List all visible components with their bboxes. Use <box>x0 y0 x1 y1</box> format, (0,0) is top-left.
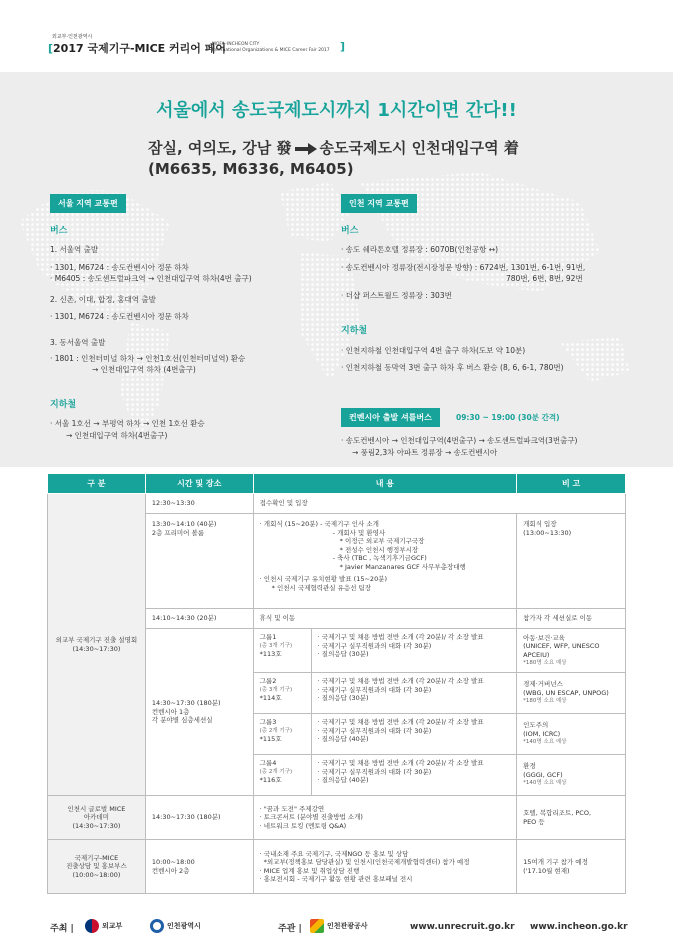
incheon-bus-line3: 780번, 6번, 8번, 92번 <box>506 274 583 283</box>
shuttle-line2: → 풍림2,3차 아파트 정류장 → 송도컨벤시아 <box>352 448 498 457</box>
table-row <box>48 840 626 894</box>
header <box>0 0 673 72</box>
taegeuk-icon <box>85 919 99 933</box>
table-header-row <box>48 474 626 494</box>
program-table <box>47 473 626 894</box>
incheon-bus-line4: · 더샵 퍼스트월드 정류장 : 303번 <box>341 291 452 300</box>
incheon-bus-line1: · 송도 쉐라톤호텔 정류장 : 6070B(인천공항 ↔) <box>341 245 499 254</box>
group-cell: 그룹2 (총 3개 기구) *114호 · 국제기구 및 채용 방법 전반 소개 (각 20분)/ 각 소장 발표 · 국제기구 실무직원과의 대화 (각 30분) · 질의응답 (30분) <box>253 673 517 714</box>
seoul-subway-label: 지하철 <box>50 400 77 410</box>
header-bracket: ] <box>340 40 346 53</box>
arrow-right-icon <box>295 144 317 154</box>
route-line: 잠실, 여의도, 강남 發 송도국제도시 인천대입구역 着 <box>148 139 519 157</box>
ito-emblem-icon <box>310 919 324 933</box>
host-label: 주최 | <box>50 924 74 934</box>
shuttle-chip: 컨벤시아 출발 셔틀버스 <box>341 408 440 427</box>
shuttle-line1: · 송도컨벤시아 → 인천대입구역(4번출구) → 송도센트럴파크역(3번출구) <box>341 436 578 445</box>
section-label: 국제기구-MICE 진출상담 및 홍보부스 (10:00~18:00) <box>48 840 146 894</box>
seoul-subway-line1: · 서울 1호선 → 부평역 하차 → 인천 1호선 환승 <box>50 419 205 428</box>
note-cell: 호텔, 복합리조트, PCO, PEO 등 <box>517 796 626 840</box>
seoul-s1-title: 1. 서울역 출발 <box>50 245 99 254</box>
incheon-bus-label: 버스 <box>341 226 359 236</box>
content-cell: 휴식 및 이동 <box>253 609 517 629</box>
group-cell: 그룹1 (총 3개 기구) *113호 · 국제기구 및 채용 방법 전반 소개 (각 20분)/ 각 소장 발표 · 국제기구 실무직원과의 대화 (각 30분) · 질의응답 (30분) <box>253 629 517 673</box>
header-subtitle: MOFA–INCHEON CITY International Organizations & MICE Career Fair 2017 <box>212 42 330 53</box>
time-cell: 13:30~14:10 (40분) 2층 프리미어 볼룸 <box>145 514 253 609</box>
time-cell: 14:10~14:30 (20분) <box>145 609 253 629</box>
organizer-label: 주관 | <box>278 924 302 934</box>
group-cell: 그룹4 (총 2개 기구) *116호 · 국제기구 및 채용 방법 전반 소개 (각 20분)/ 각 소장 발표 · 국제기구 실무직원과의 대화 (각 30분) · 질의응답 (40분) <box>253 755 517 796</box>
ito-logo: 인천관광공사 <box>310 917 368 935</box>
seoul-s1-line1: · 1301, M6724 : 송도컨벤시아 정문 하차 <box>50 263 189 272</box>
incheon-subway-label: 지하철 <box>341 326 368 336</box>
content-cell: · "꿈과 도전" 주제강연 · 토크콘서트 (분야별 진출방법 소개) · 네트워크 토킹 (멘토링 Q&A) <box>253 796 517 840</box>
note-cell: 개회식 입장 (13:00~13:30) <box>517 514 626 609</box>
seoul-subway-line2: → 인천대입구역 하차(4번출구) <box>66 431 168 440</box>
incheon-subway-line1: · 인천지하철 인천대입구역 4번 출구 하차(도보 약 10분) <box>341 346 526 355</box>
seoul-s2-line1: · 1301, M6724 : 송도컨벤시아 정문 하차 <box>50 312 189 321</box>
incheon-chip: 인천 지역 교통편 <box>341 194 417 213</box>
header-time: 시간 및 장소 <box>145 474 253 494</box>
section-label: 외교부 국제기구 진출 설명회 (14:30~17:30) <box>48 494 146 796</box>
table-row <box>48 494 626 514</box>
time-cell: 14:30~17:30 (180분) <box>145 796 253 840</box>
note-cell: 인도주의 (IOM, ICRC) *140명 소요 예상 <box>517 714 626 755</box>
seoul-s3-line2: → 인천대입구역 하차 (4번출구) <box>92 365 196 374</box>
unrecruit-link[interactable]: www.unrecruit.go.kr <box>410 922 515 932</box>
header-org: 외교부·인천광역시 <box>52 34 93 40</box>
incheon-bus-line2: · 송도컨벤시아 정류장(전시장정문 방향) : 6724번, 1301번, 6-1번, 91번, <box>341 263 586 272</box>
incheon-emblem-icon <box>150 919 164 933</box>
footer <box>0 905 673 952</box>
seoul-s2-title: 2. 신촌, 이대, 합정, 홍대역 출발 <box>50 295 156 304</box>
header-category: 구 분 <box>48 474 146 494</box>
note-cell: 참가자 각 세션실로 이동 <box>517 609 626 629</box>
content-cell: · 개회식 (15~20분) - 국제기구 인사 소개 - 개회사 및 환영사 * 이정근 외교부 국제기구국장 * 전성수 인천시 행정부시장 - 축사 (TBC , 녹색기후기금GCF) * Javier Manzanares GCF 사무부총장대행 · 인천시 국제기구 유치현황 발표 (15~20분) * 인천시 국제협력관실 유응선 팀장 <box>253 514 517 609</box>
table-row <box>48 796 626 840</box>
header-content: 내 용 <box>253 474 517 494</box>
note-cell: 15여개 기구 참가 예정 ('17.10월 현재) <box>517 840 626 894</box>
seoul-s3-title: 3. 동서울역 출발 <box>50 338 106 347</box>
content-cell: 접수확인 및 입장 <box>253 494 625 514</box>
shuttle-time: 09:30 ~ 19:00 (30분 간격) <box>456 413 560 422</box>
note-cell: 환경 (GGGI, GCF) *140명 소요 예상 <box>517 755 626 796</box>
route-buses: (M6635, M6336, M6405) <box>148 160 354 178</box>
note-cell: 아동·보건·교육 (UNICEF, WFP, UNESCO APCEIU) *180명 소요 예상 <box>517 629 626 673</box>
section-label: 인천시 글로벌 MICE 아카데미 (14:30~17:30) <box>48 796 146 840</box>
group-cell: 그룹3 (총 2개 기구) *115호 · 국제기구 및 채용 방법 전반 소개 (각 20분)/ 각 소장 발표 · 국제기구 실무직원과의 대화 (각 30분) · 질의응답 (40분) <box>253 714 517 755</box>
time-cell: 10:00~18:00 컨벤시아 2층 <box>145 840 253 894</box>
note-cell: 경제·거버넌스 (WBG, UN ESCAP, UNPOG) *180명 소요 예상 <box>517 673 626 714</box>
seoul-s1-line2: · M6405 : 송도센트럴파크역 → 인천대입구역 하차(4번 출구) <box>50 274 252 283</box>
headline: 서울에서 송도국제도시까지 1시간이면 간다!! <box>156 100 517 121</box>
incheon-subway-line2: · 인천지하철 동막역 3번 출구 하차 후 버스 환승 (8, 6, 6-1, 780번) <box>341 363 564 372</box>
mofa-logo: 외교부 <box>85 917 122 935</box>
header-title: [2017 국제기구-MICE 커리어 페어 <box>48 42 226 55</box>
content-cell: · 국내소재 주요 국제기구, 국제NGO 등 홍보 및 상담 *외교부(정책홍보 담당관실) 및 인천시(인천국제개발협력센터) 참가 예정 · MICE 업계 홍보 및 취업상담 진행 · 홍보전시회 - 국제기구 활동 현황 관련 홍보패널 전시 <box>253 840 517 894</box>
time-cell: 14:30~17:30 (180분) 컨벤시아 1층 각 분야별 심층세션실 <box>145 629 253 796</box>
incheon-link[interactable]: www.incheon.go.kr <box>530 922 628 932</box>
seoul-bus-label: 버스 <box>50 226 68 236</box>
header-note: 비 고 <box>517 474 626 494</box>
seoul-s3-line1: · 1801 : 인천터미널 하차 → 인천1호선(인천터미널역) 환승 <box>50 354 246 363</box>
seoul-chip: 서울 지역 교통편 <box>50 194 126 213</box>
time-cell: 12:30~13:30 <box>145 494 253 514</box>
incheon-logo: 인천광역시 <box>150 917 201 935</box>
